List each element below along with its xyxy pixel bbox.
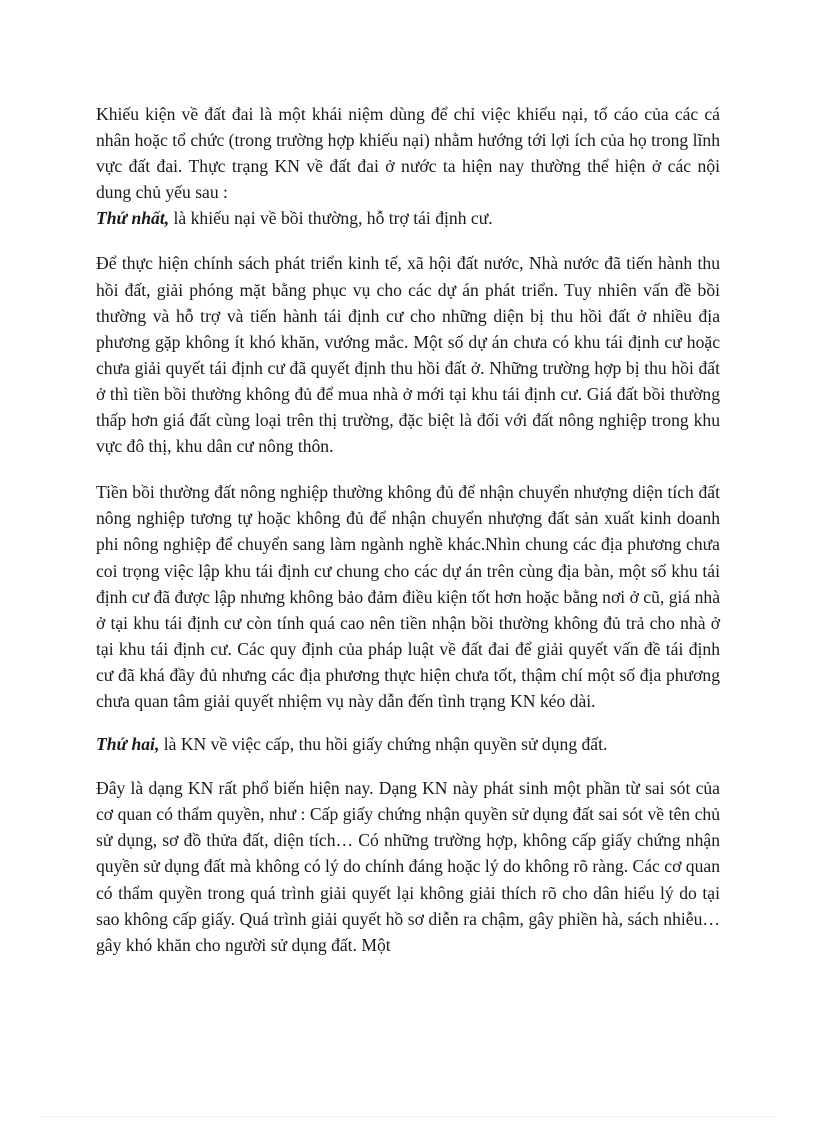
first-point-text: là khiếu nại về bồi thường, hỗ trợ tái định cư. (169, 208, 493, 229)
document-body (96, 101, 720, 958)
paragraph-compensation-text: Để thực hiện chính sách phát triển kinh tế, xã hội đất nước, Nhà nước đã tiến hành thu hồi đất, giải phóng mặt bằng phục vụ cho các dự án phát triển. Tuy nhiên vấn đề bồi thường và hỗ trợ và tiến hành tái định cư cho những diện bị thu hồi đất ở nhiều địa phương gặp không ít khó khăn, vướng mắc. Một số dự án chưa có khu tái định cư hoặc chưa giải quyết tái định cư đã quyết định thu hồi đất ở. Những trường hợp bị thu hồi đất ở thì tiền bồi thường không đủ để mua nhà ở mới tại khu tái định cư. Giá đất bồi thường thấp hơn giá đất cùng loại trên thị trường, đặc biệt là đối với đất nông nghiệp trong khu vực đô thị, khu dân cư nông thôn. (96, 253, 720, 457)
first-point-lead: Thứ nhất, (96, 208, 170, 229)
paragraph-resettlement-text: Tiền bồi thường đất nông nghiệp thường không đủ để nhận chuyển nhượng diện tích đất nông nghiệp tương tự hoặc không đủ để nhận chuyển nhượng đất sản xuất kinh doanh phi nông nghiệp để chuyển sang làm ngành nghề khác.Nhìn chung các địa phương chưa coi trọng việc lập khu tái định cư chung cho các dự án trên cùng địa bàn, một số khu tái định cư đã được lập nhưng không bảo đảm điều kiện tốt hơn hoặc bằng nơi ở cũ, giá nhà ở tại khu tái định cư còn tính quá cao nên tiền nhận bồi thường không đủ trả cho nhà ở tại khu tái định cư. Các quy định của pháp luật về đất đai để giải quyết vấn đề tái định cư đã khá đầy đủ nhưng các địa phương thực hiện chưa tốt, thậm chí một số địa phương chưa quan tâm giải quyết nhiệm vụ này dẫn đến tình trạng KN kéo dài. (96, 482, 720, 711)
paragraph-compensation (96, 250, 720, 459)
paragraph-resettlement (96, 479, 720, 714)
paragraph-certificates-text: Đây là dạng KN rất phổ biến hiện nay. Dạng KN này phát sinh một phần từ sai sót của cơ quan có thẩm quyền, như : Cấp giấy chứng nhận quyền sử dụng đất sai sót về tên chủ sử dụng, sơ đồ thửa đất, diện tích… Có những trường hợp, không cấp giấy chứng nhận quyền sử dụng đất mà không có lý do chính đáng hoặc lý do không rõ ràng. Các cơ quan có thẩm quyền trong quá trình giải quyết lại không giải thích rõ cho dân hiểu lý do tại sao không cấp giấy. Quá trình giải quyết hồ sơ diễn ra chậm, gây phiền hà, sách nhiễu… gây khó khăn cho người sử dụng đất. Một (96, 778, 720, 955)
paragraph-intro-text: Khiếu kiện về đất đai là một khái niệm dùng để chỉ việc khiếu nại, tố cáo của các cá nhân hoặc tổ chức (trong trường hợp khiếu nại) nhằm hướng tới lợi ích của họ trong lĩnh vực đất đai. Thực trạng KN về đất đai ở nước ta hiện nay thường thể hiện ở các nội dung chủ yếu sau : (96, 104, 720, 203)
paragraph-second-point (96, 731, 720, 757)
page-bottom-edge (40, 1116, 776, 1117)
second-point-text: là KN về việc cấp, thu hồi giấy chứng nhận quyền sử dụng đất. (159, 734, 608, 755)
paragraph-certificates (96, 775, 720, 958)
paragraph-first-point (96, 205, 720, 231)
second-point-lead: Thứ hai, (96, 734, 160, 755)
paragraph-intro (96, 101, 720, 205)
